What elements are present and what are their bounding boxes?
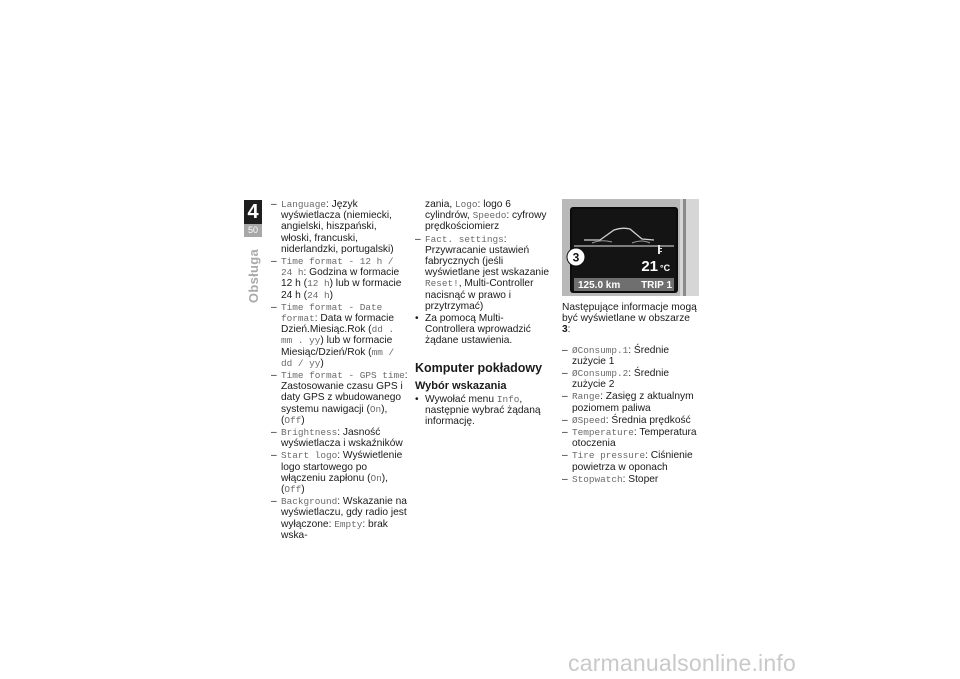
list-item: – Background: Wskazanie na wyświetlaczu, gdy radio jest wyłączone: Empty: brak wska-: [271, 496, 407, 541]
list-item: – Range: Zasięg z aktualnym poziomem paliwa: [562, 391, 694, 414]
column-3: [562, 302, 700, 486]
list-item: – Temperature: Temperatura otoczenia: [562, 427, 697, 450]
continued-text: zania, Logo: logo 6 cylindrów, Speedo: cyfrowy prędkościomierz: [425, 199, 547, 233]
list-item: – Brightness: Jasność wyświetlacza i wskaźników: [271, 427, 403, 450]
list-item: – Language: Język wyświetlacza (niemiecki, angielski, hiszpański, włoski, francuski, niderlandzki, portugalski): [271, 199, 394, 255]
watermark: carmanualsonline.info: [568, 650, 796, 676]
list-item: – Stopwatch: Stoper: [562, 473, 659, 485]
list-item: – Time format - GPS time: Zastosowanie czasu GPS i daty GPS z wbudowanego systemu nawigacji (On), (Off): [271, 370, 408, 426]
list-item: – Fact. settings: Przywracanie ustawień fabrycznych (jeśli wyświetlane jest wskazanie Reset!, Multi-Controller nacisnąć w prawo i przytrzymać): [415, 233, 550, 312]
list-item: – ØConsump.1: Średnie zużycie 1: [562, 344, 670, 367]
list-item: – Time format - 12 h / 24 h: Godzina w formacie 12 h (12 h) lub w formacie 24 h (24 h): [271, 256, 402, 301]
list-item: – ØConsump.2: Średnie zużycie 2: [562, 368, 670, 391]
intro-text: Następujące informacje mogą być wyświetlane w obszarze 3:: [562, 302, 697, 336]
bullet-item: • Za pomocą Multi-Controllera wprowadzić żądane ustawienia.: [415, 313, 531, 347]
list-item: – Tire pressure: Ciśnienie powietrza w oponach: [562, 450, 693, 473]
section-heading: Komputer pokładowy: [415, 360, 543, 375]
page-number: 50: [247, 225, 258, 235]
distance-value: 125.0 km: [578, 280, 621, 291]
list-item: – ØSpeed: Średnia prędkość: [562, 414, 691, 426]
display-illustration: [562, 199, 699, 296]
chapter-number: 4: [244, 200, 262, 224]
column-1: [271, 199, 409, 542]
list-item: – Start logo: Wyświetlenie logo startowego po włączeniu zapłonu (On), (Off): [271, 450, 403, 496]
temperature-unit: °C: [660, 263, 671, 273]
column-2: [415, 199, 552, 428]
trip-label: TRIP 1: [641, 280, 672, 291]
bullet-item: • Wywołać menu Info, następnie wybrać żądaną informację.: [415, 393, 541, 428]
chapter-tab: [244, 200, 262, 237]
callout-label: 3: [572, 250, 580, 265]
list-item: – Time format - Date format: Data w formacie Dzień.Miesiąc.Rok (dd . mm . yy) lub w formacie Miesiąc/Dzień/Rok (mm / dd / yy): [271, 301, 395, 369]
chapter-title: Obsługa: [246, 248, 261, 304]
subsection-heading: Wybór wskazania: [415, 379, 507, 392]
temperature-value: 21: [641, 258, 658, 275]
